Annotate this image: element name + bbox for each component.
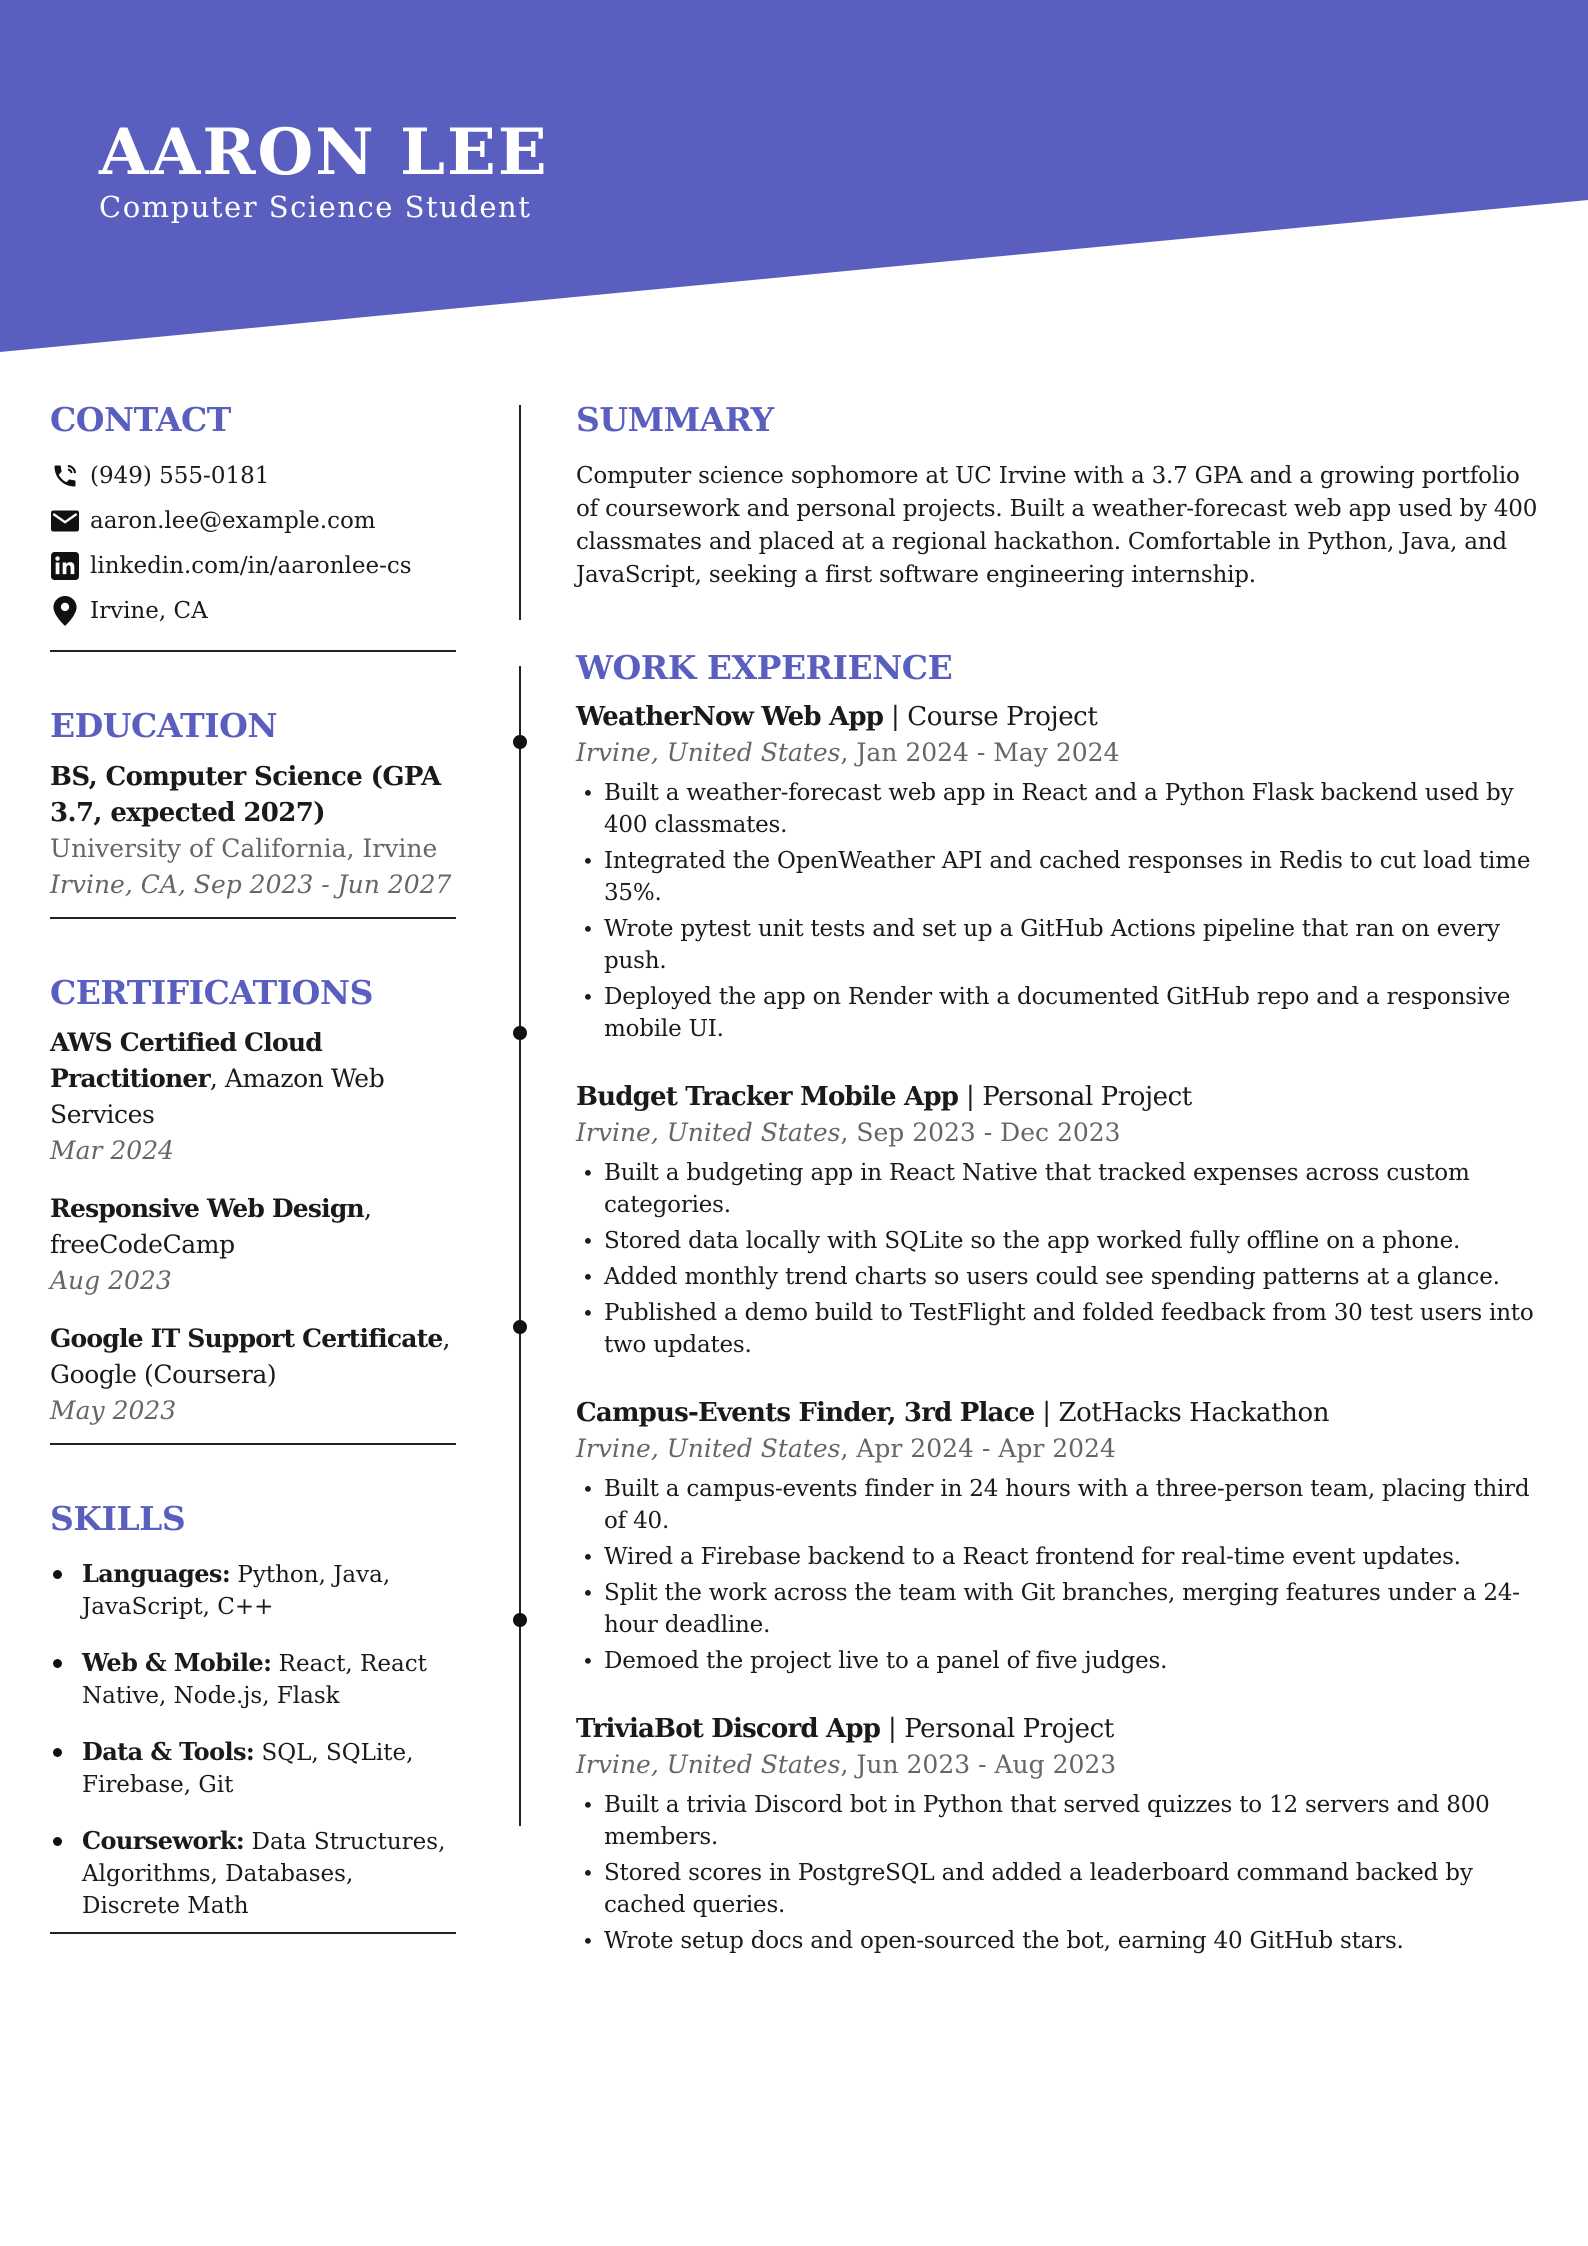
education-heading: EDUCATION (50, 705, 278, 745)
job-entry (576, 1079, 1544, 1361)
certification-title-line (50, 1191, 456, 1263)
job-bullet: • Demoed the project live to a panel of five judges. (576, 1645, 1544, 1677)
skills-list (50, 1558, 456, 1922)
candidate-role: Computer Science Student (99, 190, 532, 224)
experience-section (576, 648, 1544, 1958)
certifications-section (50, 973, 456, 1445)
contact-linkedin-text: linkedin.com/in/aaronlee-cs (90, 553, 412, 580)
job-bullets (576, 1789, 1544, 1957)
right-column (576, 400, 1544, 1961)
skill-value: React, React Native, Node.js, Flask (82, 1651, 427, 1710)
certification-name: AWS Certified Cloud Practitioner (50, 1027, 322, 1093)
job-bullet: • Integrated the OpenWeather API and cached responses in Redis to cut load time 35%. (576, 845, 1544, 909)
job-bullets (576, 1157, 1544, 1361)
job-entry (576, 1395, 1544, 1677)
job-org: | Course Project (883, 702, 1098, 733)
job-meta (576, 1747, 1544, 1783)
job-bullet: • Built a budgeting app in React Native that tracked expenses across custom categories. (576, 1157, 1544, 1221)
skill-label: Data & Tools: (82, 1737, 255, 1767)
job-org: | Personal Project (958, 1082, 1192, 1113)
contact-email[interactable] (50, 499, 456, 544)
contact-linkedin[interactable] (50, 544, 456, 589)
certification-issuer: , Google (Coursera) (50, 1323, 451, 1389)
certification-name: Responsive Web Design (50, 1193, 364, 1223)
job-title: WeatherNow Web App (576, 702, 884, 733)
certification-name: Google IT Support Certificate (50, 1323, 443, 1353)
certification-date: May 2023 (50, 1395, 177, 1425)
job-meta (576, 735, 1544, 771)
certification-item (50, 1191, 456, 1299)
skill-value: SQL, SQLite, Firebase, Git (82, 1740, 414, 1799)
job-entry (576, 699, 1544, 1045)
job-header (576, 1711, 1544, 1747)
summary-section (576, 400, 1544, 592)
candidate-name: AARON LEE (99, 115, 549, 190)
timeline-dot (513, 1613, 527, 1627)
skills-section (50, 1499, 456, 1935)
education-section (50, 706, 456, 920)
section-divider (50, 1932, 456, 1934)
job-bullet: • Wired a Firebase backend to a React frontend for real-time event updates. (576, 1541, 1544, 1573)
job-title: Budget Tracker Mobile App (576, 1082, 959, 1113)
job-bullet: • Built a trivia Discord bot in Python that served quizzes to 12 servers and 800 members. (576, 1789, 1544, 1853)
summary-heading: SUMMARY (576, 400, 774, 439)
skill-item (50, 1558, 456, 1623)
certification-date: Mar 2024 (50, 1135, 175, 1165)
job-bullet: • Stored data locally with SQLite so the app worked fully offline on a phone. (576, 1225, 1544, 1257)
education-dates: Irvine, CA, Sep 2023 - Jun 2027 (50, 870, 452, 900)
skill-value: Python, Java, JavaScript, C++ (82, 1562, 391, 1621)
certification-date: Aug 2023 (50, 1265, 172, 1295)
contact-location (50, 589, 456, 634)
job-bullet: • Built a campus-events finder in 24 hours with a three-person team, placing third of 40. (576, 1473, 1544, 1537)
job-entry (576, 1711, 1544, 1957)
job-location: Irvine, United States (576, 1750, 841, 1780)
skill-label: Web & Mobile: (82, 1648, 272, 1678)
job-bullets (576, 777, 1544, 1045)
phone-icon (50, 461, 80, 491)
job-bullet: • Wrote pytest unit tests and set up a GitHub Actions pipeline that ran on every push. (576, 913, 1544, 977)
envelope-icon (50, 506, 80, 536)
job-meta (576, 1115, 1544, 1151)
skill-item (50, 1647, 456, 1712)
certification-issuer: , freeCodeCamp (50, 1193, 372, 1259)
experience-heading: WORK EXPERIENCE (576, 647, 953, 687)
skill-item (50, 1736, 456, 1801)
skills-heading: SKILLS (50, 1498, 186, 1538)
job-bullet: • Deployed the app on Render with a documented GitHub repo and a responsive mobile UI. (576, 981, 1544, 1045)
certification-title-line (50, 1321, 456, 1393)
job-dates: , Jan 2024 - May 2024 (840, 738, 1120, 768)
job-dates: , Jun 2023 - Aug 2023 (840, 1750, 1117, 1780)
education-degree: BS, Computer Science (GPA 3.7, expected 2027) (50, 762, 441, 829)
skill-label: Languages: (82, 1559, 231, 1589)
job-org: | Personal Project (880, 1714, 1114, 1745)
job-org: | ZotHacks Hackathon (1034, 1398, 1330, 1429)
job-header (576, 1079, 1544, 1115)
linkedin-icon (50, 551, 80, 581)
certification-item (50, 1321, 456, 1429)
timeline-dot (513, 735, 527, 749)
job-title: TriviaBot Discord App (576, 1714, 881, 1745)
job-location: Irvine, United States (576, 1118, 841, 1148)
contact-section (50, 400, 456, 652)
contact-list (50, 454, 456, 634)
job-bullet: • Split the work across the team with Git branches, merging features under a 24-hour deadline. (576, 1577, 1544, 1641)
job-bullet: • Wrote setup docs and open-sourced the bot, earning 40 GitHub stars. (576, 1925, 1544, 1957)
skill-value: Data Structures, Algorithms, Databases, Discrete Math (82, 1829, 446, 1920)
job-location: Irvine, United States (576, 1434, 841, 1464)
timeline-dot (513, 1026, 527, 1040)
job-meta (576, 1431, 1544, 1467)
job-dates: , Sep 2023 - Dec 2023 (840, 1118, 1121, 1148)
job-bullets (576, 1473, 1544, 1677)
left-column (50, 400, 456, 1934)
section-divider (50, 650, 456, 652)
contact-heading: CONTACT (50, 400, 231, 439)
certification-issuer: , Amazon Web Services (50, 1063, 385, 1129)
job-location: Irvine, United States (576, 738, 841, 768)
job-dates: , Apr 2024 - Apr 2024 (840, 1434, 1116, 1464)
certification-item (50, 1025, 456, 1169)
job-bullet: • Added monthly trend charts so users could see spending patterns at a glance. (576, 1261, 1544, 1293)
job-header (576, 1395, 1544, 1431)
job-bullet: • Published a demo build to TestFlight and folded feedback from 30 test users into two updates. (576, 1297, 1544, 1361)
section-divider (50, 1443, 456, 1445)
timeline-dot (513, 1320, 527, 1334)
summary-divider-line (519, 405, 521, 620)
job-bullet: • Stored scores in PostgreSQL and added a leaderboard command backed by cached queries. (576, 1857, 1544, 1921)
contact-phone[interactable] (50, 454, 456, 499)
skill-label: Coursework: (82, 1826, 245, 1856)
summary-text: Computer science sophomore at UC Irvine with a 3.7 GPA and a growing portfolio of coursework and personal projects. Built a weather-forecast web app used by 400 classmates and placed at a regional hackathon. Comfortable in Python, Java, and JavaScript, seeking a first software engineering internship. (576, 462, 1538, 588)
timeline-line (519, 666, 521, 1826)
skill-item (50, 1825, 456, 1922)
education-school: University of California, Irvine (50, 834, 438, 864)
section-divider (50, 917, 456, 919)
job-title: Campus-Events Finder, 3rd Place (576, 1398, 1035, 1429)
contact-phone-text: (949) 555-0181 (90, 463, 270, 490)
job-header (576, 699, 1544, 735)
certifications-heading: CERTIFICATIONS (50, 973, 373, 1013)
certification-title-line (50, 1025, 456, 1133)
contact-email-text: aaron.lee@example.com (90, 508, 376, 535)
contact-location-text: Irvine, CA (90, 598, 208, 625)
job-bullet: • Built a weather-forecast web app in React and a Python Flask backend used by 400 classmates. (576, 777, 1544, 841)
location-pin-icon (50, 596, 80, 626)
